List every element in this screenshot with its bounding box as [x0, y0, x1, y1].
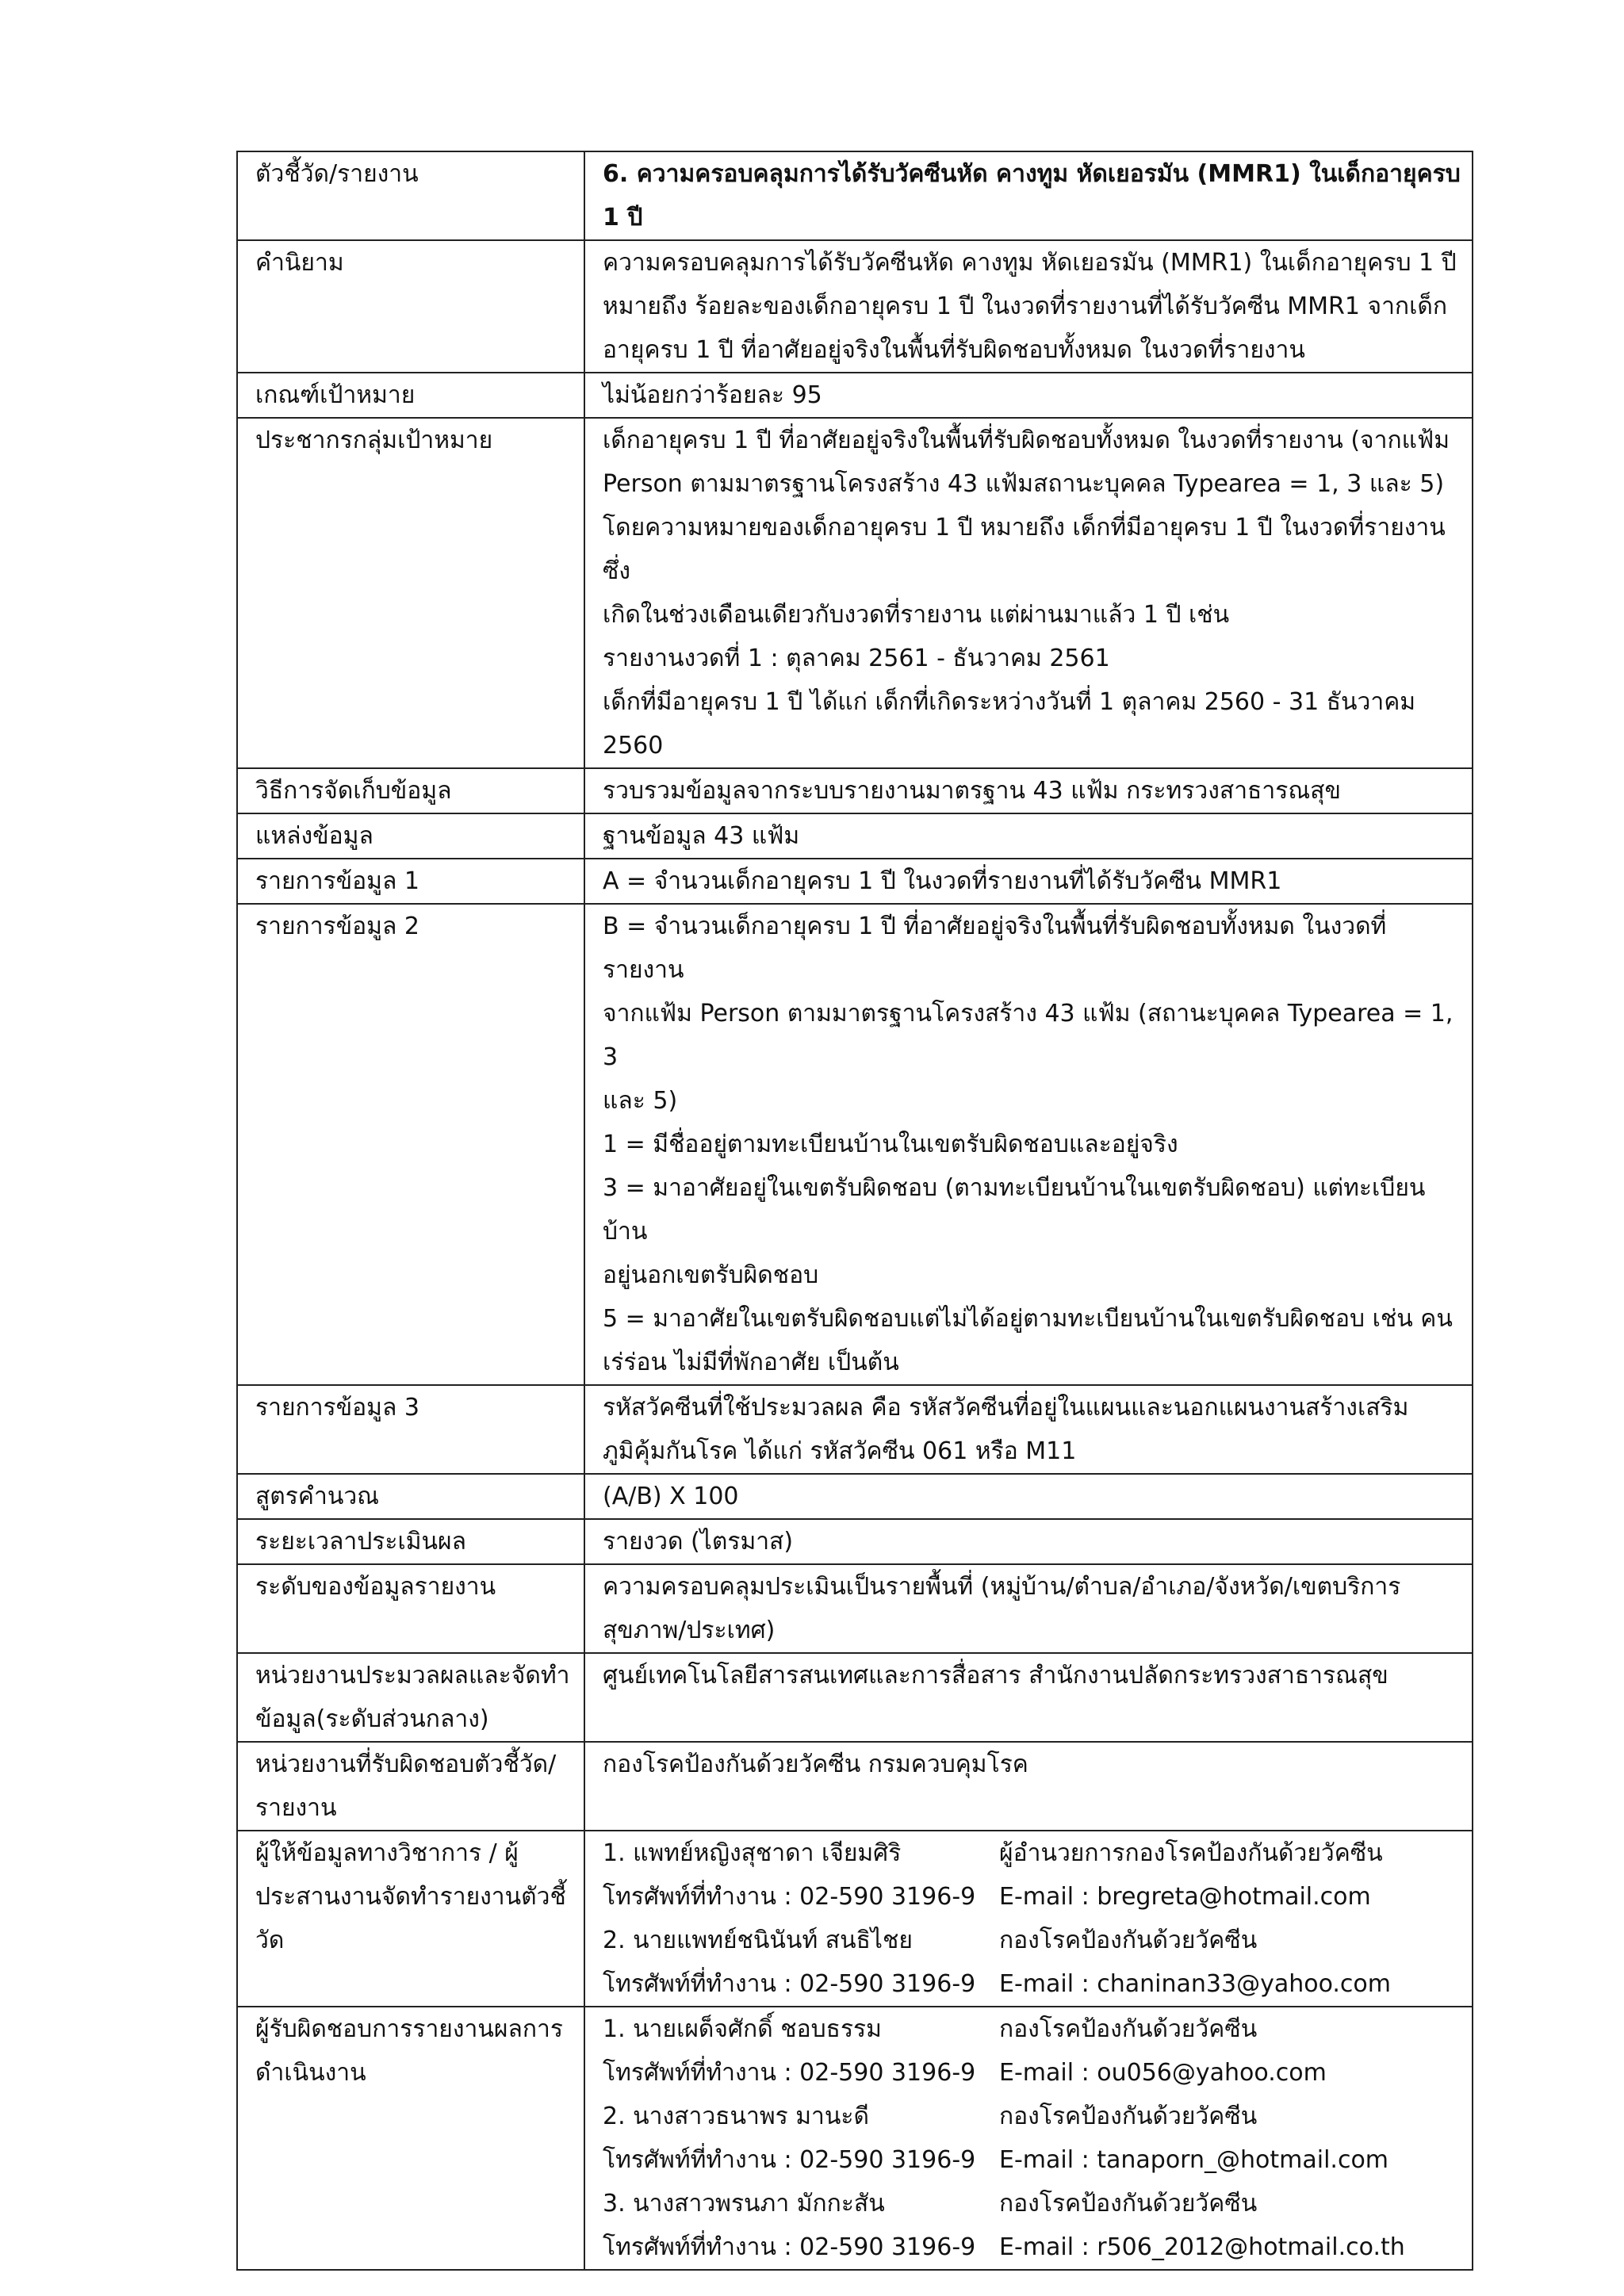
table-row: [237, 768, 1473, 813]
contact-email: E-mail : bregreta@hotmail.com: [999, 1883, 1371, 1911]
value-line: เกิดในช่วงเดือนเดียวกับงวดที่รายงาน แต่ผ่านมาแล้ว 1 ปี เช่น: [603, 601, 1230, 629]
contact-position: กองโรคป้องกันด้วยวัคซีน: [999, 2190, 1258, 2218]
contact-name: 1. นายเผด็จศักดิ์ ชอบธรรม: [603, 2015, 882, 2043]
value-line: ภูมิคุ้มกันโรค ได้แก่ รหัสวัคซีน 061 หรือ M11: [603, 1437, 1077, 1465]
row-label: ระยะเวลาประเมินผล: [237, 1519, 584, 1564]
value-line: 1 = มีชื่ออยู่ตามทะเบียนบ้านในเขตรับผิดชอบและอยู่จริง: [603, 1131, 1178, 1158]
table-row: [237, 859, 1473, 904]
value-line: หมายถึง ร้อยละของเด็กอายุครบ 1 ปี ในงวดที่รายงานที่ได้รับวัคซีน MMR1 จากเด็ก: [603, 293, 1447, 320]
value-line: อายุครบ 1 ปี ที่อาศัยอยู่จริงในพื้นที่รับผิดชอบทั้งหมด ในงวดที่รายงาน: [603, 336, 1305, 364]
value-line: โดยความหมายของเด็กอายุครบ 1 ปี หมายถึง เด็กที่มีอายุครบ 1 ปี ในงวดที่รายงาน ซึ่ง: [603, 514, 1446, 585]
table-row: [237, 418, 1473, 768]
value-line: กองโรคป้องกันด้วยวัคซีน กรมควบคุมโรค: [603, 1751, 1028, 1778]
row-label: แหล่งข้อมูล: [237, 813, 584, 859]
row-value: [584, 1564, 1473, 1653]
row-value: [584, 1385, 1473, 1474]
contact-name: 1. แพทย์หญิงสุชาดา เจียมศิริ: [603, 1839, 902, 1867]
row-label: ประชากรกลุ่มเป้าหมาย: [237, 418, 584, 768]
row-label: หน่วยงานที่รับผิดชอบตัวชี้วัด/รายงาน: [237, 1742, 584, 1831]
contact-position: กองโรคป้องกันด้วยวัคซีน: [999, 2015, 1258, 2043]
table-row: [237, 813, 1473, 859]
value-line: เด็กอายุครบ 1 ปี ที่อาศัยอยู่จริงในพื้นที่รับผิดชอบทั้งหมด ในงวดที่รายงาน (จากแฟ้ม: [603, 427, 1450, 454]
value-line: A = จำนวนเด็กอายุครบ 1 ปี ในงวดที่รายงานที่ได้รับวัคซีน MMR1: [603, 867, 1282, 895]
value-line: 1 ปี: [603, 204, 643, 232]
row-value: [584, 418, 1473, 768]
contact-email: E-mail : tanaporn_@hotmail.com: [999, 2146, 1389, 2174]
contact-phone: โทรศัพท์ที่ทำงาน : 02-590 3196-9: [603, 2059, 976, 2087]
value-line: ศูนย์เทคโนโลยีสารสนเทศและการสื่อสาร สำนักงานปลัดกระทรวงสาธารณสุข: [603, 1662, 1388, 1689]
table-row: [237, 1385, 1473, 1474]
value-line: 3 = มาอาศัยอยู่ในเขตรับผิดชอบ (ตามทะเบียนบ้านในเขตรับผิดชอบ) แต่ทะเบียนบ้าน: [603, 1174, 1426, 1246]
contact-phone: โทรศัพท์ที่ทำงาน : 02-590 3196-9: [603, 2146, 976, 2174]
value-line: และ 5): [603, 1087, 678, 1115]
value-line: Person ตามมาตรฐานโครงสร้าง 43 แฟ้มสถานะบุคคล Typearea = 1, 3 และ 5): [603, 470, 1445, 498]
value-line: รายงานงวดที่ 1 : ตุลาคม 2561 - ธันวาคม 2561: [603, 645, 1110, 672]
table-row: [237, 1564, 1473, 1653]
row-label: เกณฑ์เป้าหมาย: [237, 373, 584, 418]
reporting-contacts: [584, 2007, 1473, 2270]
row-value: [584, 768, 1473, 813]
table-row: [237, 1742, 1473, 1831]
row-label: หน่วยงานประมวลผลและจัดทำข้อมูล(ระดับส่วนกลาง): [237, 1653, 584, 1742]
table-row: [237, 373, 1473, 418]
value-line: 5 = มาอาศัยในเขตรับผิดชอบแต่ไม่ได้อยู่ตามทะเบียนบ้านในเขตรับผิดชอบ เช่น คน: [603, 1305, 1453, 1333]
row-value: [584, 859, 1473, 904]
table-row: [237, 1653, 1473, 1742]
value-line: จากแฟ้ม Person ตามมาตรฐานโครงสร้าง 43 แฟ้ม (สถานะบุคคล Typearea = 1, 3: [603, 1000, 1454, 1071]
row-value: [584, 373, 1473, 418]
contact-name: 2. นายแพทย์ชนินันท์ สนธิไชย: [603, 1927, 913, 1954]
table-row: [237, 1831, 1473, 2007]
row-label: รายการข้อมูล 2: [237, 904, 584, 1385]
contact-position: ผู้อำนวยการกองโรคป้องกันด้วยวัคซีน: [999, 1839, 1383, 1867]
row-value: [584, 1519, 1473, 1564]
row-label: ตัวชี้วัด/รายงาน: [237, 151, 584, 240]
table-row: [237, 240, 1473, 373]
value-line: ไม่น้อยกว่าร้อยละ 95: [603, 381, 822, 409]
value-line: 6. ความครอบคลุมการได้รับวัคซีนหัด คางทูม หัดเยอรมัน (MMR1) ในเด็กอายุครบ: [603, 160, 1461, 188]
value-line: สุขภาพ/ประเทศ): [603, 1617, 776, 1644]
row-label: ผู้รับผิดชอบการรายงานผลการดำเนินงาน: [237, 2007, 584, 2270]
table-row: [237, 1519, 1473, 1564]
row-label: วิธีการจัดเก็บข้อมูล: [237, 768, 584, 813]
table-row: [237, 151, 1473, 240]
table-row: [237, 904, 1473, 1385]
contact-phone: โทรศัพท์ที่ทำงาน : 02-590 3196-9: [603, 1970, 976, 1998]
value-line: B = จำนวนเด็กอายุครบ 1 ปี ที่อาศัยอยู่จริงในพื้นที่รับผิดชอบทั้งหมด ในงวดที่รายงาน: [603, 913, 1387, 984]
value-line: รายงวด (ไตรมาส): [603, 1528, 794, 1556]
contact-grid: [603, 2007, 1461, 2269]
row-value: [584, 813, 1473, 859]
table-row: [237, 2007, 1473, 2270]
table-row: [237, 1474, 1473, 1519]
row-label: รายการข้อมูล 3: [237, 1385, 584, 1474]
kpi-document-sheet: [236, 151, 1473, 2271]
row-label: ระดับของข้อมูลรายงาน: [237, 1564, 584, 1653]
contact-phone: โทรศัพท์ที่ทำงาน : 02-590 3196-9: [603, 1883, 976, 1911]
contact-position: กองโรคป้องกันด้วยวัคซีน: [999, 2103, 1258, 2130]
row-label: สูตรคำนวณ: [237, 1474, 584, 1519]
value-line: (A/B) X 100: [603, 1483, 739, 1510]
row-value: [584, 1474, 1473, 1519]
row-label: ผู้ให้ข้อมูลทางวิชาการ / ผู้ประสานงานจัดทำรายงานตัวชี้วัด: [237, 1831, 584, 2007]
value-line: ความครอบคลุมประเมินเป็นรายพื้นที่ (หมู่บ้าน/ตำบล/อำเภอ/จังหวัด/เขตบริการ: [603, 1573, 1401, 1601]
contact-email: E-mail : r506_2012@hotmail.co.th: [999, 2233, 1405, 2261]
contact-grid: [603, 1831, 1461, 2006]
indicator-title: [584, 151, 1473, 240]
contact-phone: โทรศัพท์ที่ทำงาน : 02-590 3196-9: [603, 2233, 976, 2261]
value-line: รวบรวมข้อมูลจากระบบรายงานมาตรฐาน 43 แฟ้ม กระทรวงสาธารณสุข: [603, 777, 1341, 805]
value-line: เด็กที่มีอายุครบ 1 ปี ได้แก่ เด็กที่เกิดระหว่างวันที่ 1 ตุลาคม 2560 - 31 ธันวาคม 2560: [603, 688, 1416, 760]
contact-email: E-mail : ou056@yahoo.com: [999, 2059, 1327, 2087]
contact-name: 3. นางสาวพรนภา มักกะสัน: [603, 2190, 885, 2218]
kpi-definition-table: [236, 151, 1473, 2271]
value-line: ความครอบคลุมการได้รับวัคซีนหัด คางทูม หัดเยอรมัน (MMR1) ในเด็กอายุครบ 1 ปี: [603, 249, 1457, 277]
academic-contacts: [584, 1831, 1473, 2007]
row-value: [584, 1742, 1473, 1831]
contact-position: กองโรคป้องกันด้วยวัคซีน: [999, 1927, 1258, 1954]
value-line: เร่ร่อน ไม่มีที่พักอาศัย เป็นต้น: [603, 1349, 899, 1376]
row-value: [584, 904, 1473, 1385]
row-label: รายการข้อมูล 1: [237, 859, 584, 904]
row-label: คำนิยาม: [237, 240, 584, 373]
row-value: [584, 240, 1473, 373]
value-line: อยู่นอกเขตรับผิดชอบ: [603, 1261, 819, 1289]
row-value: [584, 1653, 1473, 1742]
contact-name: 2. นางสาวธนาพร มานะดี: [603, 2103, 869, 2130]
contact-email: E-mail : chaninan33@yahoo.com: [999, 1970, 1392, 1998]
value-line: รหัสวัคซีนที่ใช้ประมวลผล คือ รหัสวัคซีนที่อยู่ในแผนและนอกแผนงานสร้างเสริม: [603, 1394, 1409, 1422]
value-line: ฐานข้อมูล 43 แฟ้ม: [603, 822, 800, 850]
